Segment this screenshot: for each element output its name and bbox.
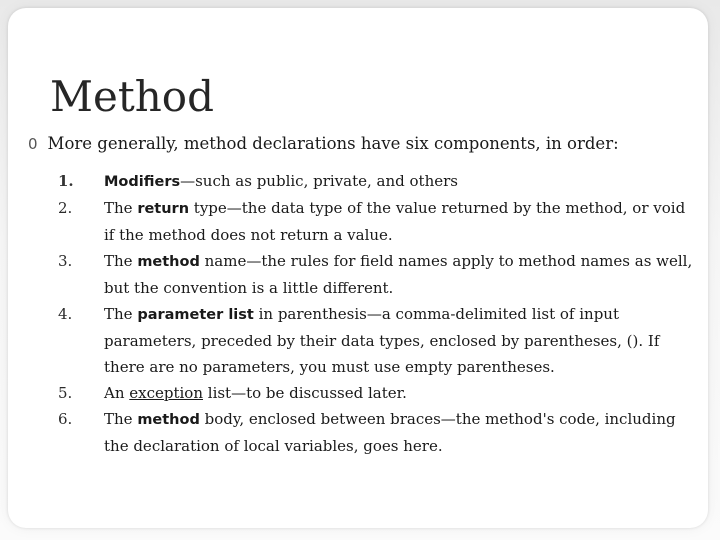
slide-content-card — [8, 8, 708, 528]
list-item-term: method — [137, 412, 200, 428]
list-item-text: An exception list—to be discussed later. — [104, 384, 407, 402]
list-item-text: The parameter list in parenthesis—a comma-delimited list of input parameters, preceded by their data types, enclosed by parentheses, (). If there are no parameters, you must use empty parentheses. — [104, 305, 660, 376]
list-item-text: The return type—the data type of the value returned by the method, or void if the method does not return a value. — [104, 199, 686, 244]
method-components-list — [58, 168, 700, 459]
list-item-term: parameter list — [137, 307, 254, 323]
list-item-parameter-list — [58, 301, 700, 380]
list-item-number: 6. — [58, 410, 73, 428]
list-item-modifiers — [58, 168, 700, 195]
list-item-text: Modifiers—such as public, private, and others — [104, 172, 458, 190]
bullet-marker: 0 — [28, 135, 38, 153]
list-item-term: exception — [129, 384, 203, 402]
intro-bullet-point — [28, 132, 698, 156]
list-item-term: Modifiers — [104, 174, 181, 190]
list-item-number: 4. — [58, 305, 73, 323]
list-item-term: return — [137, 201, 190, 217]
list-item-number: 1. — [58, 172, 74, 190]
list-item-return-type — [58, 195, 700, 248]
list-item-number: 3. — [58, 252, 73, 270]
list-item-number: 2. — [58, 199, 73, 217]
list-item-exception-list — [58, 380, 700, 406]
list-item-number: 5. — [58, 384, 73, 402]
list-item-text: The method body, enclosed between braces—the method's code, including the declaration of local variables, goes here. — [104, 410, 676, 455]
list-item-text: The method name—the rules for field names apply to method names as well, but the convention is a little different. — [104, 252, 693, 297]
list-item-term: method — [137, 254, 200, 270]
list-item-method-body — [58, 406, 700, 459]
list-item-method-name — [58, 248, 700, 301]
slide-title: Method — [50, 72, 214, 121]
intro-text: More generally, method declarations have six components, in order: — [47, 134, 619, 153]
